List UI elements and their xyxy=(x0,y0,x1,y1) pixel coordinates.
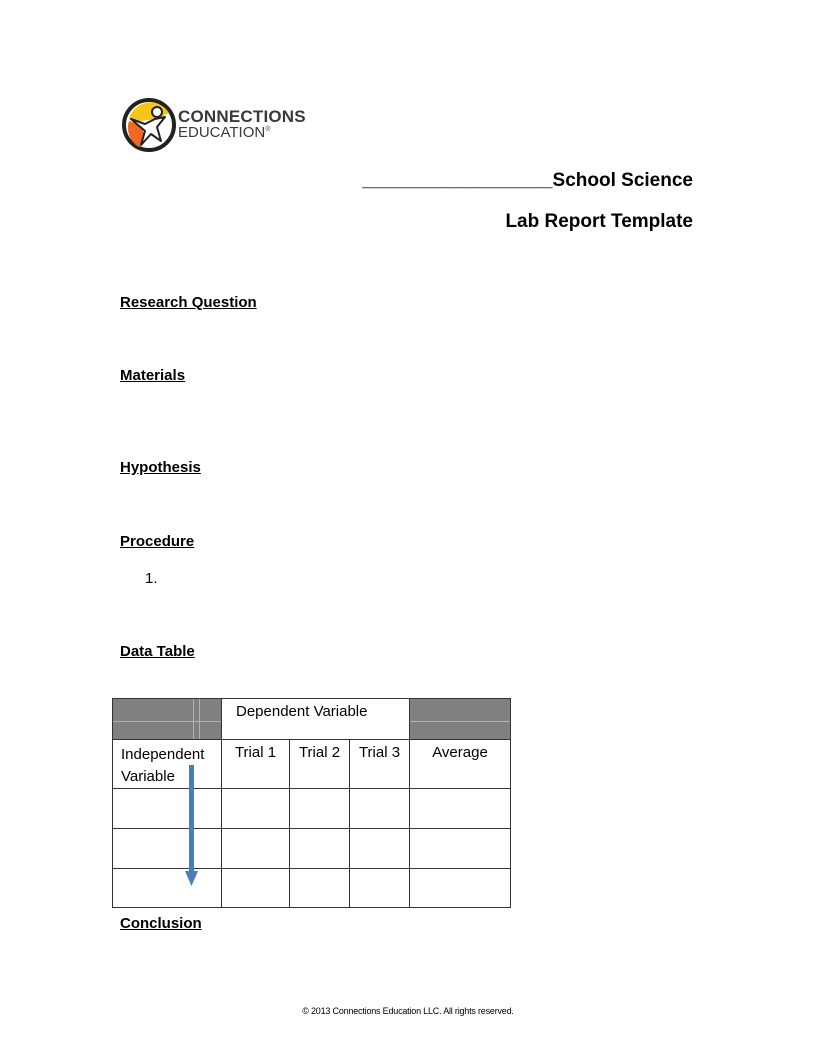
procedure-item: 1. xyxy=(145,570,158,587)
heading-procedure: Procedure xyxy=(120,533,195,550)
header-blank-cell xyxy=(113,699,222,740)
table-cell[interactable] xyxy=(410,869,511,908)
table-cell[interactable] xyxy=(290,829,350,869)
column-header-average: Average xyxy=(410,740,511,789)
table-cell[interactable] xyxy=(113,869,222,908)
column-header-trial-1: Trial 1 xyxy=(222,740,290,789)
heading-hypothesis: Hypothesis xyxy=(120,459,201,476)
table-row xyxy=(113,869,511,908)
heading-materials: Materials xyxy=(120,367,186,384)
lab-report-title: Lab Report Template xyxy=(505,211,693,232)
logo-emblem-icon xyxy=(121,97,177,153)
table-cell[interactable] xyxy=(350,869,410,908)
column-header-trial-2: Trial 2 xyxy=(290,740,350,789)
data-table xyxy=(112,698,511,908)
dependent-variable-header: Dependent Variable xyxy=(222,699,410,740)
table-row xyxy=(113,829,511,869)
copyright-footer: © 2013 Connections Education LLC. All rights reserved. xyxy=(302,1006,514,1016)
logo-text-education: EDUCATION® xyxy=(178,124,271,141)
table-cell[interactable] xyxy=(113,829,222,869)
heading-conclusion: Conclusion xyxy=(120,915,202,932)
column-header-trial-3: Trial 3 xyxy=(350,740,410,789)
table-cell[interactable] xyxy=(410,789,511,829)
heading-research-question: Research Question xyxy=(120,294,257,311)
table-cell[interactable] xyxy=(350,789,410,829)
table-cell[interactable] xyxy=(290,789,350,829)
table-cell[interactable] xyxy=(350,829,410,869)
table-cell[interactable] xyxy=(222,789,290,829)
table-cell[interactable] xyxy=(222,829,290,869)
connections-education-logo xyxy=(121,97,321,155)
independent-variable-header: Independent Variable xyxy=(113,740,222,789)
heading-data-table: Data Table xyxy=(120,643,195,660)
down-arrow-icon xyxy=(185,765,199,887)
table-cell[interactable] xyxy=(410,829,511,869)
school-science-title: __________________School Science xyxy=(362,170,693,191)
table-cell[interactable] xyxy=(222,869,290,908)
table-row xyxy=(113,789,511,829)
table-cell[interactable] xyxy=(113,789,222,829)
header-blank-cell xyxy=(410,699,511,740)
table-cell[interactable] xyxy=(290,869,350,908)
logo-text-connections: CONNECTIONS xyxy=(178,107,306,126)
